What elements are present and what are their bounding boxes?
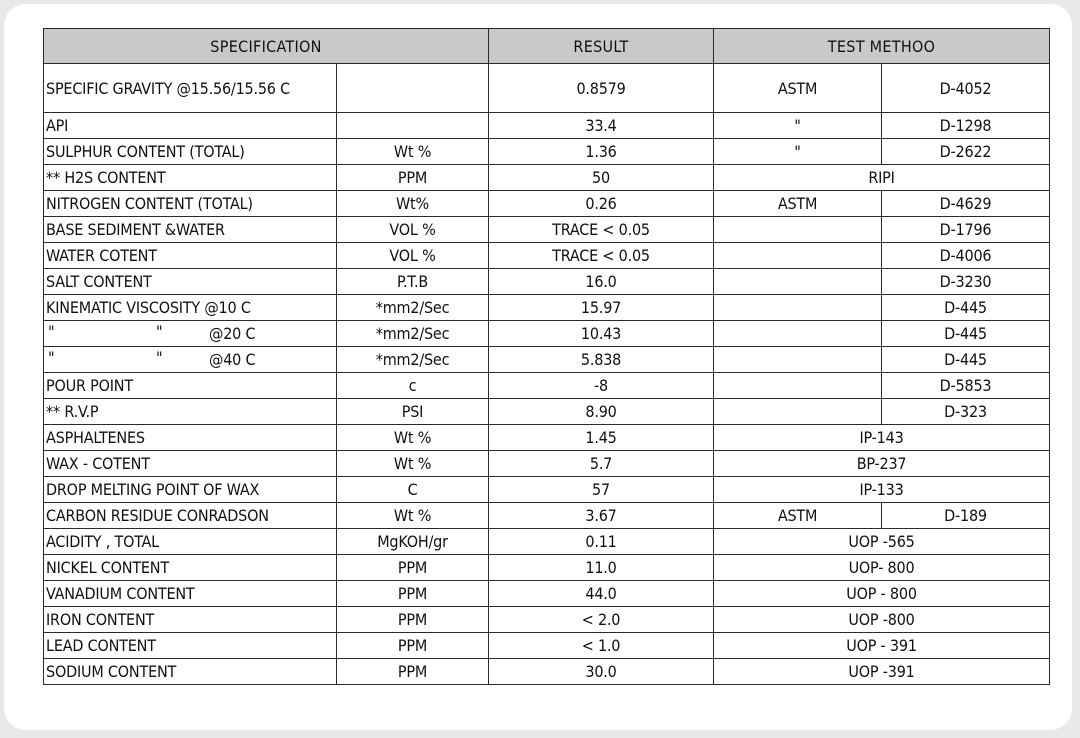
unit-cell: Wt % bbox=[337, 425, 489, 451]
result-cell: 1.45 bbox=[489, 425, 714, 451]
table-row bbox=[44, 373, 1050, 399]
unit-cell: C bbox=[337, 477, 489, 503]
standard-cell: D-5853 bbox=[882, 373, 1050, 399]
ditto-mark: " bbox=[48, 322, 55, 341]
method-cell: ASTM bbox=[714, 191, 882, 217]
spec-cell: BASE SEDIMENT &WATER bbox=[44, 217, 337, 243]
spec-cell: NITROGEN CONTENT (TOTAL) bbox=[44, 191, 337, 217]
header-row bbox=[44, 29, 1050, 64]
result-cell: < 2.0 bbox=[489, 607, 714, 633]
method-cell: UOP- 800 bbox=[714, 555, 1050, 581]
document-sheet bbox=[4, 4, 1072, 730]
standard-cell: D-445 bbox=[882, 295, 1050, 321]
standard-cell: D-445 bbox=[882, 347, 1050, 373]
table-row bbox=[44, 217, 1050, 243]
spec-cell: SULPHUR CONTENT (TOTAL) bbox=[44, 139, 337, 165]
table-row bbox=[44, 607, 1050, 633]
table-row bbox=[44, 347, 1050, 373]
method-cell: UOP -391 bbox=[714, 659, 1050, 685]
unit-cell: VOL % bbox=[337, 217, 489, 243]
unit-cell: PPM bbox=[337, 659, 489, 685]
header-result: RESULT bbox=[489, 29, 714, 64]
method-cell: UOP -800 bbox=[714, 607, 1050, 633]
method-cell bbox=[714, 243, 882, 269]
table-row bbox=[44, 399, 1050, 425]
result-cell: 15.97 bbox=[489, 295, 714, 321]
spec-cell: SPECIFIC GRAVITY @15.56/15.56 C bbox=[44, 64, 337, 113]
table-row bbox=[44, 477, 1050, 503]
method-cell bbox=[714, 347, 882, 373]
table-row bbox=[44, 113, 1050, 139]
table-row bbox=[44, 64, 1050, 113]
spec-cell bbox=[44, 347, 337, 373]
spec-cell: DROP MELTING POINT OF WAX bbox=[44, 477, 337, 503]
table-row bbox=[44, 581, 1050, 607]
unit-cell: *mm2/Sec bbox=[337, 295, 489, 321]
table-row bbox=[44, 295, 1050, 321]
table-row bbox=[44, 425, 1050, 451]
table-row bbox=[44, 503, 1050, 529]
method-cell bbox=[714, 217, 882, 243]
standard-cell: D-4006 bbox=[882, 243, 1050, 269]
standard-cell: D-2622 bbox=[882, 139, 1050, 165]
method-cell: " bbox=[714, 113, 882, 139]
spec-cell: SALT CONTENT bbox=[44, 269, 337, 295]
method-cell bbox=[714, 295, 882, 321]
result-cell: 5.7 bbox=[489, 451, 714, 477]
spec-label: @20 C bbox=[209, 324, 256, 343]
spec-cell: LEAD CONTENT bbox=[44, 633, 337, 659]
table-row bbox=[44, 139, 1050, 165]
table-row bbox=[44, 321, 1050, 347]
result-cell: 3.67 bbox=[489, 503, 714, 529]
standard-cell: D-1298 bbox=[882, 113, 1050, 139]
spec-label: @40 C bbox=[209, 350, 256, 369]
spec-cell: IRON CONTENT bbox=[44, 607, 337, 633]
method-cell: UOP - 391 bbox=[714, 633, 1050, 659]
spec-cell: ASPHALTENES bbox=[44, 425, 337, 451]
spec-cell: KINEMATIC VISCOSITY @10 C bbox=[44, 295, 337, 321]
ditto-mark: " bbox=[48, 348, 55, 367]
method-cell bbox=[714, 269, 882, 295]
table-row bbox=[44, 529, 1050, 555]
spec-cell: WAX - COTENT bbox=[44, 451, 337, 477]
standard-cell: D-1796 bbox=[882, 217, 1050, 243]
unit-cell: VOL % bbox=[337, 243, 489, 269]
method-cell: IP-133 bbox=[714, 477, 1050, 503]
table-row bbox=[44, 165, 1050, 191]
table-row bbox=[44, 191, 1050, 217]
header-test-method: TEST METHOO bbox=[714, 29, 1050, 64]
result-cell: TRACE < 0.05 bbox=[489, 217, 714, 243]
spec-cell: ** H2S CONTENT bbox=[44, 165, 337, 191]
unit-cell: Wt % bbox=[337, 139, 489, 165]
standard-cell: D-445 bbox=[882, 321, 1050, 347]
crude-oil-spec-table bbox=[43, 28, 1050, 685]
result-cell: 0.26 bbox=[489, 191, 714, 217]
result-cell: 50 bbox=[489, 165, 714, 191]
method-cell: IP-143 bbox=[714, 425, 1050, 451]
unit-cell: Wt % bbox=[337, 451, 489, 477]
method-cell bbox=[714, 399, 882, 425]
ditto-mark: " bbox=[156, 322, 163, 341]
result-cell: 10.43 bbox=[489, 321, 714, 347]
spec-cell: CARBON RESIDUE CONRADSON bbox=[44, 503, 337, 529]
method-cell: " bbox=[714, 139, 882, 165]
table-row bbox=[44, 243, 1050, 269]
spec-cell bbox=[44, 321, 337, 347]
unit-cell: *mm2/Sec bbox=[337, 321, 489, 347]
result-cell: TRACE < 0.05 bbox=[489, 243, 714, 269]
header-specification: SPECIFICATION bbox=[44, 29, 489, 64]
spec-cell: WATER COTENT bbox=[44, 243, 337, 269]
result-cell: 1.36 bbox=[489, 139, 714, 165]
unit-cell: Wt% bbox=[337, 191, 489, 217]
result-cell: 30.0 bbox=[489, 659, 714, 685]
result-cell: < 1.0 bbox=[489, 633, 714, 659]
table-row bbox=[44, 451, 1050, 477]
method-cell: ASTM bbox=[714, 64, 882, 113]
method-cell bbox=[714, 373, 882, 399]
unit-cell: PPM bbox=[337, 607, 489, 633]
unit-cell: P.T.B bbox=[337, 269, 489, 295]
result-cell: 0.8579 bbox=[489, 64, 714, 113]
method-cell: BP-237 bbox=[714, 451, 1050, 477]
result-cell: 44.0 bbox=[489, 581, 714, 607]
result-cell: 16.0 bbox=[489, 269, 714, 295]
unit-cell: PPM bbox=[337, 165, 489, 191]
standard-cell: D-189 bbox=[882, 503, 1050, 529]
result-cell: 11.0 bbox=[489, 555, 714, 581]
unit-cell: PSI bbox=[337, 399, 489, 425]
table-row bbox=[44, 555, 1050, 581]
result-cell: 33.4 bbox=[489, 113, 714, 139]
unit-cell: MgKOH/gr bbox=[337, 529, 489, 555]
spec-cell: ACIDITY , TOTAL bbox=[44, 529, 337, 555]
standard-cell: D-4629 bbox=[882, 191, 1050, 217]
unit-cell: *mm2/Sec bbox=[337, 347, 489, 373]
table-row bbox=[44, 659, 1050, 685]
spec-cell: API bbox=[44, 113, 337, 139]
standard-cell: D-4052 bbox=[882, 64, 1050, 113]
result-cell: -8 bbox=[489, 373, 714, 399]
method-cell: UOP - 800 bbox=[714, 581, 1050, 607]
standard-cell: D-323 bbox=[882, 399, 1050, 425]
method-cell: UOP -565 bbox=[714, 529, 1050, 555]
method-cell: RIPI bbox=[714, 165, 1050, 191]
spec-cell: NICKEL CONTENT bbox=[44, 555, 337, 581]
result-cell: 8.90 bbox=[489, 399, 714, 425]
result-cell: 57 bbox=[489, 477, 714, 503]
unit-cell: c bbox=[337, 373, 489, 399]
spec-cell: VANADIUM CONTENT bbox=[44, 581, 337, 607]
unit-cell: Wt % bbox=[337, 503, 489, 529]
spec-cell: ** R.V.P bbox=[44, 399, 337, 425]
unit-cell: PPM bbox=[337, 633, 489, 659]
table-row bbox=[44, 269, 1050, 295]
result-cell: 0.11 bbox=[489, 529, 714, 555]
result-cell: 5.838 bbox=[489, 347, 714, 373]
method-cell bbox=[714, 321, 882, 347]
spec-cell: SODIUM CONTENT bbox=[44, 659, 337, 685]
unit-cell bbox=[337, 113, 489, 139]
unit-cell bbox=[337, 64, 489, 113]
ditto-mark: " bbox=[156, 348, 163, 367]
unit-cell: PPM bbox=[337, 581, 489, 607]
table-row bbox=[44, 633, 1050, 659]
method-cell: ASTM bbox=[714, 503, 882, 529]
spec-cell: POUR POINT bbox=[44, 373, 337, 399]
standard-cell: D-3230 bbox=[882, 269, 1050, 295]
unit-cell: PPM bbox=[337, 555, 489, 581]
